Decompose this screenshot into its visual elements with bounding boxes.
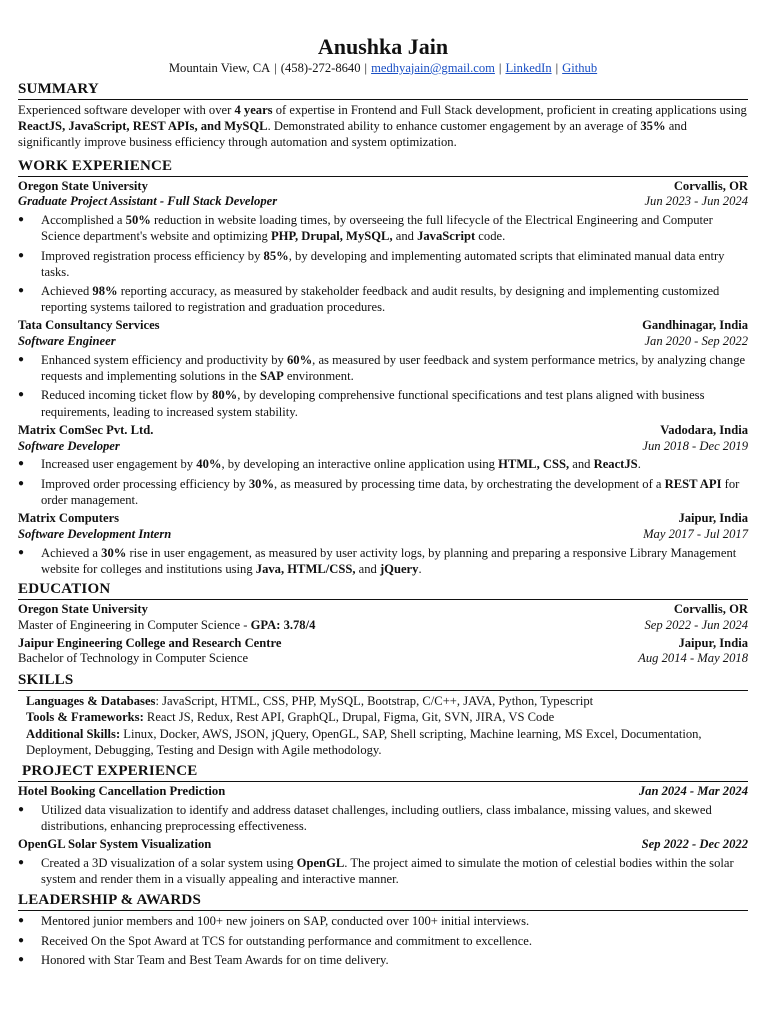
bullet-text: environment.	[283, 369, 354, 384]
bullet-text: PHP, Drupal, MySQL,	[270, 229, 393, 244]
email-link[interactable]: medhyajain@gmail.com	[371, 61, 495, 75]
separator: |	[274, 61, 277, 75]
bullet-text: . The project aimed to simulate the motion of celestial bodies within the solar system and render them in a visually appealing and interactive manner.	[41, 856, 734, 887]
bullet-item	[18, 545, 748, 577]
job-role: Software Developer	[18, 438, 120, 453]
education-dates: Aug 2014 - May 2018	[638, 651, 748, 666]
skills-list	[18, 693, 748, 758]
linkedin-link[interactable]: LinkedIn	[505, 61, 552, 75]
bullet-text: REST API	[664, 476, 722, 491]
bullet-text: , by developing an interactive online application using	[221, 457, 499, 472]
school-location: Corvallis, OR	[673, 602, 748, 617]
work-heading: WORK EXPERIENCE	[18, 157, 748, 177]
separator: |	[364, 61, 368, 75]
job-entry	[18, 318, 748, 419]
project-bullets	[18, 802, 748, 834]
bullet-text: for order management.	[41, 476, 740, 507]
education-subheader	[18, 651, 748, 667]
separator: |	[498, 61, 502, 75]
skill-text: React JS, Redux, Rest API, GraphQL, Drupal, Figma, Git, SVN, JIRA, VS Code	[143, 710, 555, 725]
job-header	[18, 423, 748, 439]
job-subheader	[18, 439, 748, 455]
bullet-text: Achieved	[41, 284, 93, 299]
education-heading: EDUCATION	[18, 580, 748, 600]
summary-part: and significantly improve business efficiency through automation and system optimization.	[18, 119, 687, 150]
leadership-heading: LEADERSHIP & AWARDS	[18, 891, 748, 911]
bullet-text: 85%	[263, 248, 289, 263]
education-entry	[18, 602, 748, 634]
education-header	[18, 602, 748, 618]
job-bullets	[18, 212, 748, 315]
bullet-item	[18, 476, 748, 508]
job-header	[18, 511, 748, 527]
education-list	[18, 602, 748, 667]
bullet-text: Utilized data visualization to identify and address dataset challenges, including outliers, class imbalance, missing values, and skewed distributions, enhancing preprocessing effectiveness.	[41, 802, 712, 834]
degree-name: Master of Engineering in Computer Science -	[18, 617, 251, 632]
bullet-text: , as measured by user feedback and system performance metrics, by analyzing change requests and implementing solutions in the	[41, 353, 746, 384]
job-subheader	[18, 527, 748, 543]
job-organization: Matrix ComSec Pvt. Ltd.	[18, 422, 154, 437]
skill-text: Linux, Docker, AWS, JSON, jQuery, OpenGL, SAP, Shell scripting, Machine learning, MS Excel, Documentation, Deployment, Debugging, Testing and Design with Agile methodology.	[26, 726, 702, 757]
project-entry	[18, 837, 748, 887]
job-subheader	[18, 194, 748, 210]
bullet-text: 50%	[125, 213, 151, 228]
skill-label: Tools & Frameworks:	[26, 710, 144, 725]
education-dates: Sep 2022 - Jun 2024	[644, 617, 748, 632]
job-header	[18, 318, 748, 334]
bullet-text: 40%	[196, 457, 222, 472]
bullet-text: code.	[475, 229, 506, 244]
bullet-text: , by developing comprehensive functional specifications and test plans aligned with business requirements, leading to increased system stability.	[41, 388, 705, 419]
bullet-item	[18, 387, 748, 419]
leadership-item: ● Received On the Spot Award at TCS for outstanding performance and commitment to excellence.	[18, 933, 748, 949]
separator: |	[555, 61, 559, 75]
bullet-text: and	[392, 229, 418, 244]
job-organization: Oregon State University	[18, 178, 148, 193]
bullet-text: reduction in website loading times, by overseeing the full lifecycle of the Electrical Engineering and Computer Science department's website and optimizing	[41, 213, 713, 244]
location: Mountain View, CA	[168, 61, 271, 75]
degree	[18, 651, 248, 667]
bullet-text: Java, HTML/CSS,	[255, 561, 356, 576]
gpa: GPA: 3.78/4	[250, 617, 316, 632]
resume-page	[18, 34, 748, 971]
bullet-text: Improved registration process efficiency by	[41, 248, 264, 263]
project-entry	[18, 784, 748, 834]
bullet-text: Created a 3D visualization of a solar system using	[41, 856, 297, 871]
school-name: Jaipur Engineering College and Research Centre	[18, 635, 282, 650]
degree	[18, 618, 315, 634]
project-header	[18, 837, 748, 853]
job-location: Gandhinagar, India	[642, 318, 748, 333]
projects-list	[18, 784, 748, 887]
bullet-text: .	[637, 457, 641, 472]
school-location: Jaipur, India	[678, 635, 748, 650]
bullet-text: , by developing and implementing automated scripts that eliminated manual data entry tasks.	[41, 248, 725, 279]
summary-text	[18, 102, 748, 151]
bullet-item	[18, 212, 748, 244]
skill-line	[18, 709, 748, 725]
github-link[interactable]: Github	[562, 61, 598, 75]
bullet-text: HTML, CSS,	[498, 457, 570, 472]
job-role: Software Development Intern	[18, 526, 172, 541]
job-entry	[18, 179, 748, 316]
bullet-text: JavaScript	[417, 229, 476, 244]
bullet-text: OpenGL	[296, 856, 345, 871]
education-entry	[18, 636, 748, 668]
education-header	[18, 636, 748, 652]
summary-part: ReactJS, JavaScript, REST APIs, and MySQL	[18, 119, 268, 134]
job-role: Software Engineer	[18, 334, 116, 349]
bullet-item	[18, 855, 748, 887]
bullet-text: ReactJS	[593, 457, 638, 472]
skill-text: : JavaScript, HTML, CSS, PHP, MySQL, Bootstrap, C/C++, JAVA, Python, Typescript	[155, 694, 594, 709]
bullet-text: and	[569, 457, 594, 472]
job-organization: Tata Consultancy Services	[18, 318, 160, 333]
skills-heading: SKILLS	[18, 671, 748, 691]
job-entry	[18, 511, 748, 577]
school-name: Oregon State University	[18, 602, 148, 617]
bullet-text: Improved order processing efficiency by	[41, 476, 249, 491]
project-name: Hotel Booking Cancellation Prediction	[18, 784, 226, 799]
job-bullets	[18, 456, 748, 508]
job-dates: Jun 2023 - Jun 2024	[644, 194, 748, 209]
project-bullets	[18, 855, 748, 887]
summary-heading: SUMMARY	[18, 80, 748, 100]
bullet-text: SAP	[259, 369, 284, 384]
job-role: Graduate Project Assistant - Full Stack Developer	[18, 194, 278, 209]
project-header	[18, 784, 748, 800]
job-location: Vadodara, India	[660, 422, 748, 437]
bullet-text: 80%	[212, 388, 238, 403]
bullet-text: Reduced incoming ticket flow by	[41, 388, 213, 403]
phone: (458)-272-8640	[280, 61, 361, 75]
job-location: Corvallis, OR	[673, 178, 748, 193]
summary-part: Experienced software developer with over	[18, 103, 235, 117]
job-location: Jaipur, India	[678, 511, 748, 526]
bullet-text: Enhanced system efficiency and productivity by	[41, 353, 287, 368]
summary-part: of expertise in Frontend and Full Stack development, proficient in creating applications using	[272, 103, 747, 117]
job-dates: Jan 2020 - Sep 2022	[644, 334, 748, 349]
job-dates: May 2017 - Jul 2017	[643, 526, 748, 541]
bullet-text: .	[418, 561, 422, 576]
skill-label: Additional Skills:	[26, 726, 121, 741]
bullet-item	[18, 802, 748, 834]
summary-part: . Demonstrated ability to enhance customer engagement by an average of	[267, 119, 641, 134]
bullet-text: and	[355, 561, 380, 576]
projects-heading: PROJECT EXPERIENCE	[18, 762, 748, 782]
job-bullets	[18, 545, 748, 577]
bullet-text: reporting accuracy, as measured by stakeholder feedback and audit results, by designing and implementing customized reporting systems tailored to registration and graduation procedures.	[41, 284, 720, 315]
bullet-text: , as measured by processing time data, by orchestrating the development of a	[274, 476, 665, 491]
leadership-list	[18, 913, 748, 968]
work-list	[18, 179, 748, 577]
bullet-text: Achieved a	[41, 545, 102, 560]
skill-label: Languages & Databases	[26, 694, 156, 709]
skill-line	[18, 726, 748, 758]
bullet-item	[18, 283, 748, 315]
skill-line	[18, 693, 748, 709]
project-dates: Sep 2022 - Dec 2022	[641, 837, 748, 852]
job-bullets	[18, 352, 748, 420]
project-name: OpenGL Solar System Visualization	[18, 837, 212, 852]
bullet-text: 30%	[248, 476, 275, 491]
project-dates: Jan 2024 - Mar 2024	[638, 784, 748, 799]
contact-line	[18, 60, 748, 76]
bullet-text: jQuery	[379, 561, 419, 576]
candidate-name: Anushka Jain	[317, 34, 449, 59]
leadership-item: ● Mentored junior members and 100+ new joiners on SAP, conducted over 100+ initial interviews.	[18, 913, 748, 929]
job-entry	[18, 423, 748, 508]
degree-name: Bachelor of Technology in Computer Science	[18, 651, 249, 666]
bullet-text: rise in user engagement, as measured by user activity logs, by planning and preparing a responsive Library Management website for colleges and institutions using	[41, 545, 737, 576]
bullet-item	[18, 352, 748, 384]
summary-part: 4 years	[234, 103, 273, 117]
job-dates: Jun 2018 - Dec 2019	[642, 438, 748, 453]
bullet-item	[18, 248, 748, 280]
bullet-text: 98%	[92, 284, 118, 299]
bullet-item	[18, 456, 748, 472]
job-organization: Matrix Computers	[18, 511, 120, 526]
bullet-text: 60%	[286, 353, 313, 368]
leadership-item: ● Honored with Star Team and Best Team Awards for on time delivery.	[18, 952, 748, 968]
summary-part: 35%	[640, 119, 666, 134]
bullet-text: Accomplished a	[41, 213, 126, 228]
job-subheader	[18, 334, 748, 350]
bullet-text: 30%	[101, 545, 127, 560]
education-subheader	[18, 618, 748, 634]
job-header	[18, 179, 748, 195]
bullet-text: Increased user engagement by	[41, 457, 197, 472]
